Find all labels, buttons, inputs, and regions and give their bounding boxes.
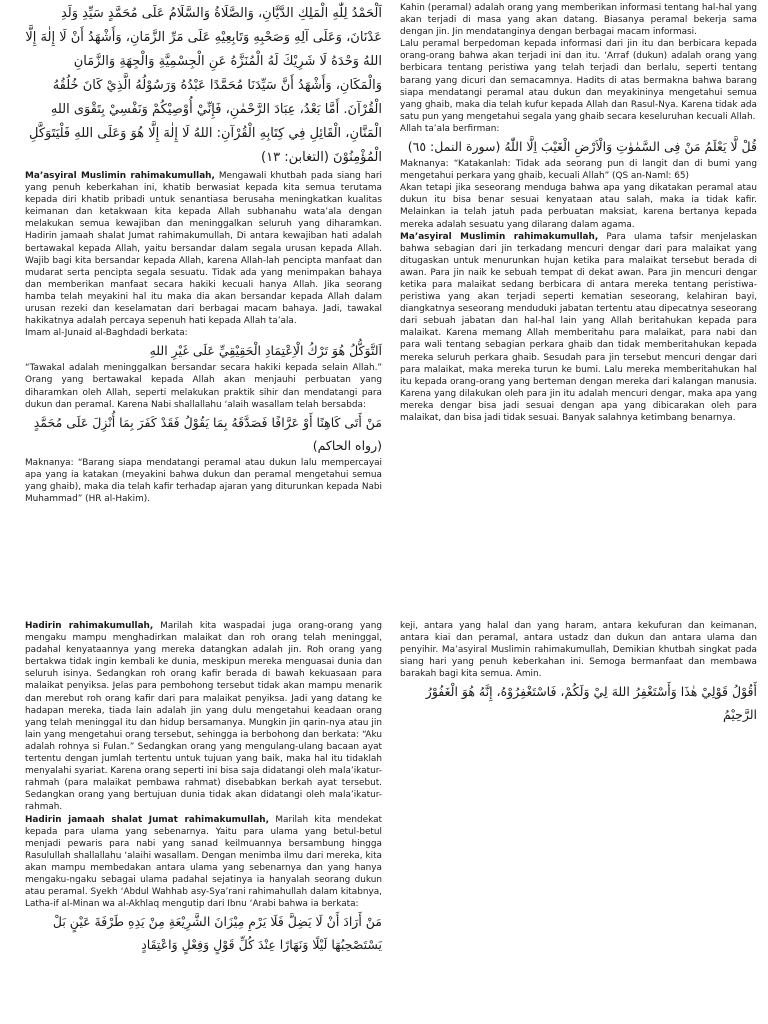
paragraph-not-kafir: Akan tetapi jika seseorang menduga bahwa apa yang dikatakan peramal atau dukun itu bisa benar sesuai kenyataan atau salah, maka ia tidak kafir. Melainkan ia telah jatuh pada perbuatan maksiat, karena bertanya kepada mereka adalah sesuatu yang dilarang dalam agama. [400, 183, 757, 230]
greeting-bold: Ma’asyiral Muslimin rahimakumullah, [400, 231, 599, 242]
arabic-junaid-quote: اَلتَّوَكُّلُ هُوَ تَرْكُ الْاِعْتِمَادِ الْحَقِيْقِيِّ عَلَى غَيْرِ اللهِ [149, 343, 382, 359]
greeting-bold: Hadirin rahimakumullah, [25, 621, 154, 631]
paragraph-firman-intro: Allah ta’ala berfirman: [400, 123, 500, 134]
column-top-right [400, 2, 757, 538]
paragraph-roh-warning-text: Marilah kita waspadai juga orang-orang yang mengaku mampu menghadirkan malaikat dan roh orang telah meninggal, padahal kenyataannya yang mereka datangkan adalah jin. Roh orang yang bertakwa tidak ingin kembali ke dunia, meskipun mereka menguasai dunia dan seluruh isinya. Sedangkan roh orang kafir berada di bawah kekuasaan para malaikat penyiksa. Jelas para pembohong tersebut tidak akan mampu menarik dan merebut roh orang kafir dari para malaikat penyiksa. Jadi yang datang ke hadapan mereka, tiada lain adalah jin yang dulu mengetahui keadaan orang yang telah meninggal itu dan hidup bersamanya. Mungkin jin qarin-nya atau jin lain yang mengetahui orang tersebut, sehingga ia berbohong dan berkata: “Aku adalah rohnya si Fulan.” Sedangkan orang yang mengulang-ulang bacaan ayat tertentu dengan jumlah tertentu untuk tujuan yang baik, maka hal itu tidaklah menyalahi syariat. Karena orang seperti ini bisa saja didatangi oleh mala’ikatur-rahmah (para malaikat pembawa rahmat) disebabkan berkah ayat tersebut. Sedangkan orang yang bertujuan dunia tidak akan didatangi oleh mala’ikatur-rahmah. [25, 621, 382, 813]
paragraph-intro [25, 170, 382, 327]
paragraph-true-ulama [25, 814, 382, 911]
paragraph-verse-meaning: Maknanya: “Katakanlah: Tidak ada seorang pun di langit dan di bumi yang mengetahui perkara yang ghaib, kecuali Allah” (QS an-Naml: 65) [400, 159, 757, 182]
paragraph-true-ulama-text: Marilah kita mendekat kepada para ulama yang sebenarnya. Yaitu para ulama yang betul-betul menjadi pewaris para nabi yang sanad keilmuannya bersambung hingga Rasulullah shallallahu ‘alaihi wasallam. Dengan menimba ilmu dari mereka, kita akan mampu membedakan antara ulama yang sebenarnya dan yang hanya mengaku-ngaku sebagai ulama padahal sejatinya ia hanyalah seorang dukun atau peramal. Syekh ‘Abdul Wahhab asy-Sya’rani rahimahullah dalam kitabnya, Latha-if al-Minan wa al-Akhlaq mengutip dari Ibnu ‘Arabi bahwa ia berkata: [25, 814, 382, 910]
paragraph-jin-eavesdrop-text: Para ulama tafsir menjelaskan bahwa sebagian dari jin terkadang mencuri dengar dari para malaikat yang ditugaskan untuk menurunkan hujan ketika para malaikat tersebut berada di awan. Para jin naik ke sebuah tempat di dekat awan. Para jin mencuri dengar ketika para malaikat sedang berbicara di antara mereka tentang peristiwa-peristiwa yang akan terjadi seperti kematian seseorang, kelahiran bayi, diangkatnya seseorang menduduki jabatan tertentu atau dipecatnya seseorang dari sebuah jabatan dan hal-hal lain yang Allah beritahukan kepada para malaikat. Karena memang Allah memberitahu para malaikat, para nabi dan para wali tentang sebagian perkara ghaib dan tidak memberitahukan kepada mereka seluruh perkara ghaib. Sesudah para jin tersebut mencuri dengar dari para malaikat, maka mereka turun ke bumi. Lalu mereka memberitahukan hal itu kepada orang-orang yang berteman dengan mereka dari kalangan manusia. Karena yang dilakukan oleh para jin itu adalah mencuri dengar, maka apa yang mereka dengar bisa jadi sesuai dengan apa yang dibicarakan oleh para malaikat, dan bisa jadi tidak sesuai. Banyak salahnya ketimbang benarnya. [400, 231, 757, 423]
arabic-hadith: مَنْ أَتَى كَاهِنًا أَوْ عَرَّافًا فَصَدَّقَهُ بِمَا يَقُوْلُ فَقَدْ كَفَرَ بِمَا أُنْزِلَ عَلَى مُحَمَّدٍ (رواه الحاكم) [33, 414, 382, 453]
arabic-verse-an-naml: قُلْ لَّا يَعْلَمُ مَنْ فِى السَّمٰوٰتِ وَالْاَرْضِ الْغَيْبَ اِلَّا اللّٰهُ (سورة النمل: ٦٥) [407, 139, 757, 155]
paragraph-arraf-definition: Lalu peramal berpedoman kepada informasi dari jin itu dan berbicara kepada orang-orang bahwa akan terjadi ini dan itu. ‘Arraf (dukun) adalah orang yang berbicara tentang peristiwa yang telah terjadi dan berlalu, seperti tentang barang yang dicuri dan semacamnya. Hadits di atas bermakna bahwa barang siapa mendatangi peramal atau dukun dan meyakininya mengetahui semua yang ghaib, maka dia telah kufur kepada Allah dan Rasul-Nya. Karena tidak ada satu pun yang mengetahui segala yang ghaib secara keseluruhan kecuali Allah. [400, 39, 757, 122]
column-top-left [25, 2, 382, 538]
arabic-ibnu-arabi-quote: مَنْ أَرَادَ أَنْ لَا يَضِلَّ فَلَا يَرْمِ مِيْزَانَ الشَّرِيْعَةِ مِنْ يَدِهِ طَرْفَةَ عَيْنٍ بَلْ يَسْتَصْحِبُهَا لَيْلًا وَنَهَارًا عِنْدَ كُلِّ قَوْلٍ وَفِعْلٍ وَاعْتِقَادٍ [52, 914, 382, 953]
column-bottom-left [25, 620, 382, 1020]
paragraph-tawakal-meaning: “Tawakal adalah meninggalkan bersandar secara hakiki kepada selain Allah.” Orang yang bertawakal kepada Allah akan menjauhi perbuatan yang diharamkan oleh Allah, seperti melakukan praktik sihir dan mendatangi para dukun dan peramal. Karena Nabi shallallahu ‘alaih wasallam telah bersabda: [25, 363, 382, 410]
paragraph-hadith-meaning: Maknanya: “Barang siapa mendatangi peramal atau dukun lalu mempercayai apa yang ia katakan (meyakini bahwa dukun dan peramal mengetahui semua yang ghaib), maka dia telah kafir terhadap ajaran yang diturunkan kepada Nabi Muhammad” (HR al-Hakim). [25, 457, 382, 504]
paragraph-closing: keji, antara yang halal dan yang haram, antara kekufuran dan keimanan, antara kiai dan peramal, antara ustadz dan dukun dan antara ulama dan penyihir. Ma’asyiral Muslimin rahimakumullah, Demikian khutbah singkat pada siang hari yang penuh keberkahan ini. Semoga bermanfaat dan membawa barakah bagi kita semua. Amin. [400, 621, 757, 680]
paragraph-roh-warning [25, 620, 382, 814]
paragraph-kahin-definition: Kahin (peramal) adalah orang yang memberikan informasi tentang hal-hal yang akan terjadi di masa yang akan datang. Biasanya peramal bekerja sama dengan jin. Jin mendatanginya dengan berbagai macam informasi. [400, 3, 757, 38]
arabic-opening-text: اَلْحَمْدُ لِلّٰهِ الْمَلِكِ الدَّيَّانِ، وَالصَّلَاةُ وَالسَّلَامُ عَلَى مُحَمَّدٍ سَيِّدِ وَلَدِ عَدْنَانَ، وَعَلَى آلِهِ وَصَحْبِهِ وَتَابِعِيْهِ عَلَى مَرِّ الزَّمَانِ، وَأَشْهَدُ أَنْ لَا إِلٰهَ إِلَّا اللهُ وَحْدَهُ لَا شَرِيْكَ لَهُ الْمُنَزَّهُ عَنِ الْجِسْمِيَّةِ وَالْجِهَةِ وَالزَّمَانِ وَالْمَكَانِ، وَأَشْهَدُ أَنَّ سَيِّدَنَا مُحَمَّدًا عَبْدُهُ وَرَسُوْلُهُ الَّذِيْ كَانَ خُلُقُهُ الْقُرْآنَ. أَمَّا بَعْدُ، عِبَادَ الرَّحْمٰنِ، فَإِنِّيْ أُوْصِيْكُمْ وَنَفْسِيْ بِتَقْوَى اللهِ الْمَنَّانِ، الْقَائِلِ فِي كِتَابِهِ الْقُرْآنِ: اللهُ لَا إِلٰهَ إِلَّا هُوَ وَعَلَى اللهِ فَلْيَتَوَكَّلِ الْمُؤْمِنُوْنَ (التغابن: ١٣) [25, 6, 382, 165]
paragraph-jin-eavesdrop [400, 231, 757, 425]
paragraph-junaid-intro: Imam al-Junaid al-Baghdadi berkata: [25, 328, 188, 339]
paragraph-intro-text: Mengawali khutbah pada siang hari yang penuh keberkahan ini, khatib berwasiat kepada kita semua terutama kepada diri khatib pribadi untuk senantiasa berusaha meningkatkan kualitas keimanan dan ketakwaan kita kepada Allah subhanahu wata’ala dengan melakukan semua kewajiban dan meninggalkan seluruh yang diharamkan. Hadirin jamaah shalat Jumat rahimakumullah, Di antara kewajiban hati adalah bertawakal kepada Allah, yaitu bersandar dalam segala urusan kepada Allah. Wajib bagi kita bersandar kepada Allah, karena Allah-lah pencipta manfaat dan mudarat serta pencipta segala sesuatu. Tidak ada yang menimpakan bahaya dan memberikan manfaat secara hakiki kecuali hanya Allah. Jika seorang hamba telah meyakini hal itu maka dia akan bersandar kepada Allah dalam urusan rezeki dan keselamatan dari berbagai macam bahaya. Jadi, tawakal hakikatnya adalah percaya sepenuh hati kepada Allah ta’ala. [25, 171, 382, 327]
column-bottom-right [400, 620, 757, 730]
arabic-closing-prayer: أَقُوْلُ قَوْلِيْ هٰذَا وَأَسْتَغْفِرُ اللهَ لِيْ وَلَكُمْ، فَاسْتَغْفِرُوْهُ، إِنَّهُ هُوَ الْغَفُوْرُ الرَّحِيْمُ [425, 684, 757, 723]
greeting-bold: Ma’asyiral Muslimin rahimakumullah, [25, 171, 215, 181]
greeting-bold: Hadirin jamaah shalat Jumat rahimakumullah, [25, 814, 270, 825]
